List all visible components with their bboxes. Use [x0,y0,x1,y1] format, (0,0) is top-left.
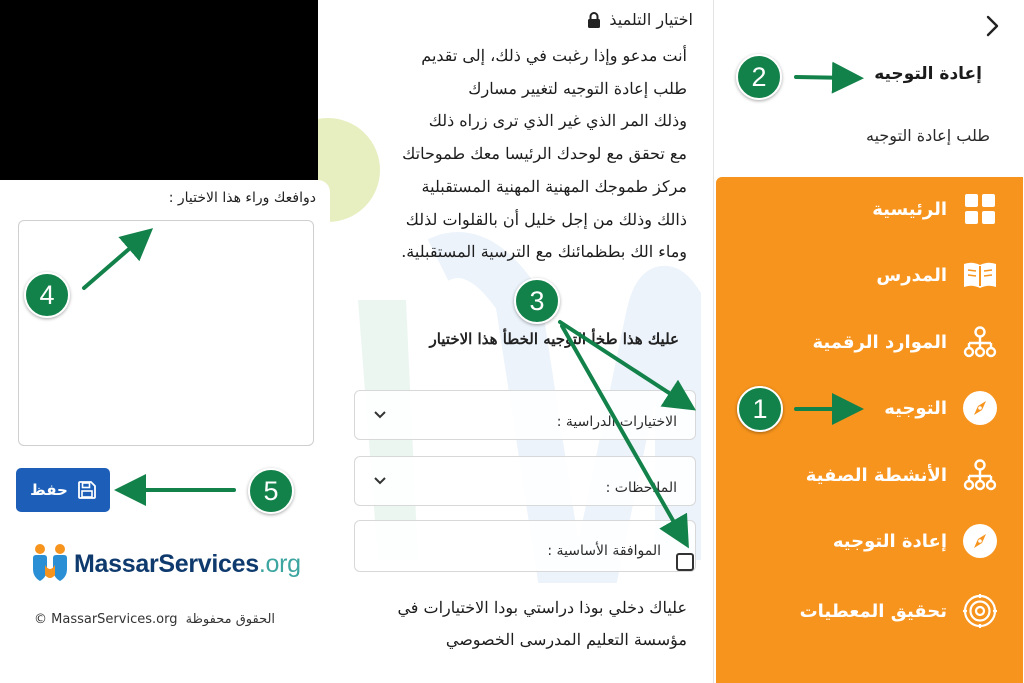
save-label: حفظ [30,481,68,499]
section-title [587,10,693,29]
compass-icon [961,389,999,427]
copyright [34,612,275,627]
sidebar-item-digital-resources[interactable] [812,320,999,364]
paragraph-line: مركز طموجك المهنية المهنية المستقبلية [421,176,687,196]
floppy-disk-icon [78,481,96,499]
chevron-down-icon [373,410,387,420]
massarservices-logo [30,542,301,586]
agreement-label: الموافقة الأساسية : [547,543,661,559]
annotation-badge: 1 [737,386,783,432]
breadcrumb-title: إعادة التوجيه [874,64,982,84]
agreement-field [354,520,696,572]
motivation-label: دوافعك وراء هذا الاختيار : [168,190,316,206]
sidebar-item-class-activities[interactable] [806,453,999,497]
note-line: علياك دخلي بوذا دراستي بودا الاختيارات في [397,598,687,617]
annotation-badge: 2 [736,54,782,100]
book-icon [961,256,999,294]
notes-label: الملاحظات : [605,480,677,496]
agreement-checkbox[interactable] [676,553,694,571]
warning-text: عليك هذا طخأ التوجيه الخطأ هذا الاختيار [429,330,679,348]
sidebar-item-label: الموارد الرقمية [812,331,947,353]
sidebar-item-label: المدرس [876,264,947,286]
logo-text [74,550,301,579]
footer-note [347,592,687,656]
main-content [318,0,713,683]
annotation-badge: 4 [24,272,70,318]
sidebar-item-label: الرئيسية [872,198,947,220]
motivation-panel [0,180,330,683]
sidebar-item-teacher[interactable] [876,253,999,297]
chevron-right-icon[interactable] [980,14,1004,38]
sidebar-item-label: التوجيه [884,397,947,419]
logo-suffix: .org [258,549,301,578]
network-icon [961,323,999,361]
study-choices-select[interactable] [354,390,696,440]
copyright-text: الحقوق محفوظة [185,612,276,627]
paragraph-line: أنت مدعو وإذا رغبت في ذلك، إلى تقديم [421,46,687,65]
sidebar-item-reorientation[interactable] [833,519,999,563]
paragraph-line: وماء الك بطظمائنك مع الترسية المستقبلية. [401,242,687,262]
intro-paragraph [357,40,687,269]
notes-select[interactable] [354,456,696,506]
paragraph-line: طلب إعادة التوجيه لتغيير مسارك [468,78,687,98]
sidebar-item-guidance[interactable] [884,386,999,430]
sidebar [713,0,1024,683]
compass-icon [961,522,999,560]
paragraph-line: وذلك المر الذي غير الذي ترى زراه ذلك [428,111,687,131]
target-icon [961,592,999,630]
lock-icon [587,12,601,28]
save-button[interactable] [16,468,110,512]
note-line: مؤسسة التعليم المدرسى الخصوصي [445,630,687,649]
sidebar-item-data-verification[interactable] [800,589,999,633]
sidebar-item-label: تحقيق المعطيات [799,600,947,622]
section-title-text: اختيار التلميذ [609,10,693,29]
people-logo-icon [30,543,70,585]
annotation-badge: 5 [248,468,294,514]
sidebar-item-home[interactable] [872,187,999,231]
chevron-down-icon [373,476,387,486]
motivation-textarea[interactable] [18,220,314,446]
copyright-site: © MassarServices.org [34,612,178,627]
sidebar-item-label: إعادة التوجيه [832,530,947,552]
paragraph-line: مع تحقق مع لوحدك الرئيسا معك طموحاتك [402,144,687,164]
study-choices-label: الاختيارات الدراسية : [556,414,677,430]
video-area [0,0,318,180]
network-icon [961,456,999,494]
annotation-badge: 3 [514,278,560,324]
grid-icon [961,190,999,228]
breadcrumb-sub[interactable]: طلب إعادة التوجيه [866,126,990,145]
paragraph-line: ذالك وذلك من إجل خليل أن بالقلوات لذلك [405,209,687,229]
logo-main: MassarServices [74,549,259,578]
sidebar-item-label: الأنشطة الصفية [805,464,947,486]
